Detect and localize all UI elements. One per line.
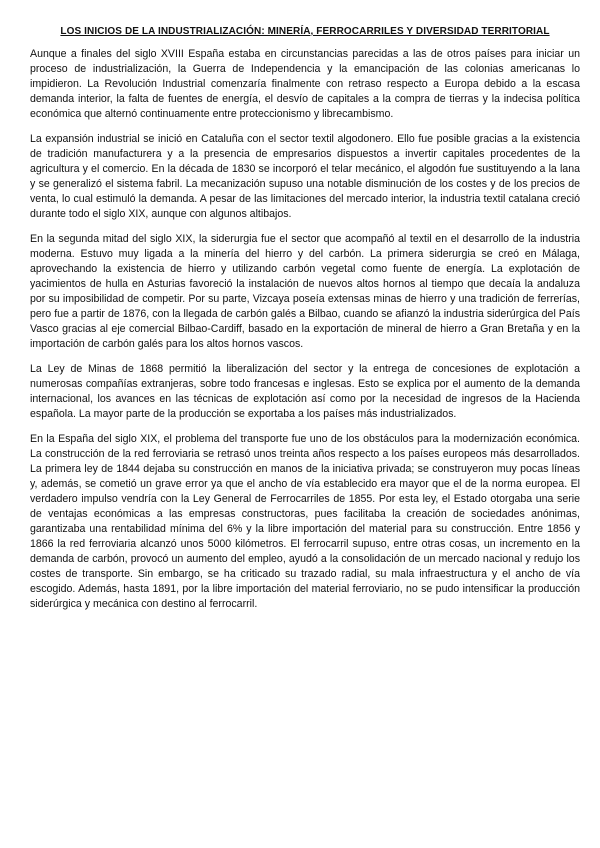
document-page (30, 26, 580, 622)
document-title: LOS INICIOS DE LA INDUSTRIALIZACIÓN: MINERÍA, FERROCARRILES Y DIVERSIDAD TERRITORIAL (60, 26, 550, 37)
paragraph-intro: Aunque a finales del siglo XVIII España estaba en circunstancias parecidas a las de otros países para iniciar un proceso de industrialización, la Guerra de Independencia y la emancipación de las colonias americanas lo impidieron. La Revolución Industrial comenzaría finalmente con retraso respecto a Europa debido a la escasa demanda interior, la falta de fuentes de energía, el desvío de capitales a la compra de tierras y la indecisa política económica que alternó continuamente entre proteccionismo y librecambismo. (30, 48, 580, 120)
paragraph-railways: En la España del siglo XIX, el problema del transporte fue uno de los obstáculos para la modernización económica. La construcción de la red ferroviaria se retrasó unos treinta años respecto a los países europeos más desarrollados. La primera ley de 1844 dejaba su construcción en manos de la iniciativa privada; se construyeron muy pocas líneas y, además, se cometió un grave error ya que el ancho de vía establecido era mayor que el de la norma europea. El verdadero impulso vendría con la Ley General de Ferrocarriles de 1855. Por esta ley, el Estado otorgaba una serie de ventajas económicas a las empresas constructoras, pues facilitaba la creación de sociedades anónimas, garantizaba una rentabilidad mínima del 6% y la libre importación del material para su construcción. Entre 1856 y 1866 la red ferroviaria alcanzó unos 5000 kilómetros. El ferrocarril supuso, entre otras cosas, un incremento en la demanda de carbón, provocó un aumento del empleo, ayudó a la consolidación de un mercado nacional y redujo los costes de transporte. Sin embargo, se ha criticado su trazado radial, su mala infraestructura y el ancho de vía escogido. Además, hasta 1891, por la libre importación del material ferroviario, no se pudo intensificar la producción siderúrgica y mecánica con destino al ferrocarril. (30, 433, 580, 610)
paragraph-textile: La expansión industrial se inició en Cataluña con el sector textil algodonero. Ello fue posible gracias a la existencia de tradición manufacturera y a la presencia de empresarios dispuestos a invertir capitales procedentes de la agricultura y el comercio. En la década de 1830 se incorporó el telar mecánico, el algodón fue sustituyendo a la lana y se generalizó el sistema fabril. La mecanización supuso una notable disminución de los costes y de los precios de venta, lo cual estimuló la demanda. A pesar de las limitaciones del mercado interior, la industria textil catalana creció durante todo el siglo XIX, aunque con algunos altibajos. (30, 133, 580, 220)
paragraph-steel: En la segunda mitad del siglo XIX, la siderurgia fue el sector que acompañó al textil en el desarrollo de la industria moderna. Estuvo muy ligada a la minería del hierro y del carbón. La primera siderurgia se creó en Málaga, aprovechando la existencia de hierro y utilizando carbón vegetal como fuente de energía. La explotación de yacimientos de hulla en Asturias favoreció la instalación de nuevos altos hornos al tiempo que decaía la andaluza por su imposibilidad de competir. Por su parte, Vizcaya poseía extensas minas de hierro y una tradición de ferrerías, pero fue a partir de 1876, con la llegada de carbón galés a Bilbao, cuando se afianzó la industria siderúrgica del País Vasco gracias al eje comercial Bilbao-Cardiff, basado en la exportación de mineral de hierro a Gran Bretaña y en la importación de carbón galés para los altos hornos vascos. (30, 233, 580, 350)
paragraph-mining: La Ley de Minas de 1868 permitió la liberalización del sector y la entrega de concesiones de explotación a numerosas compañías extranjeras, sobre todo francesas e inglesas. Esto se explica por el aumento de la demanda internacional, los avances en las técnicas de explotación así como por la necesidad de ingresos de la Hacienda española. La mayor parte de la producción se exportaba a los países más industrializados. (30, 363, 580, 420)
